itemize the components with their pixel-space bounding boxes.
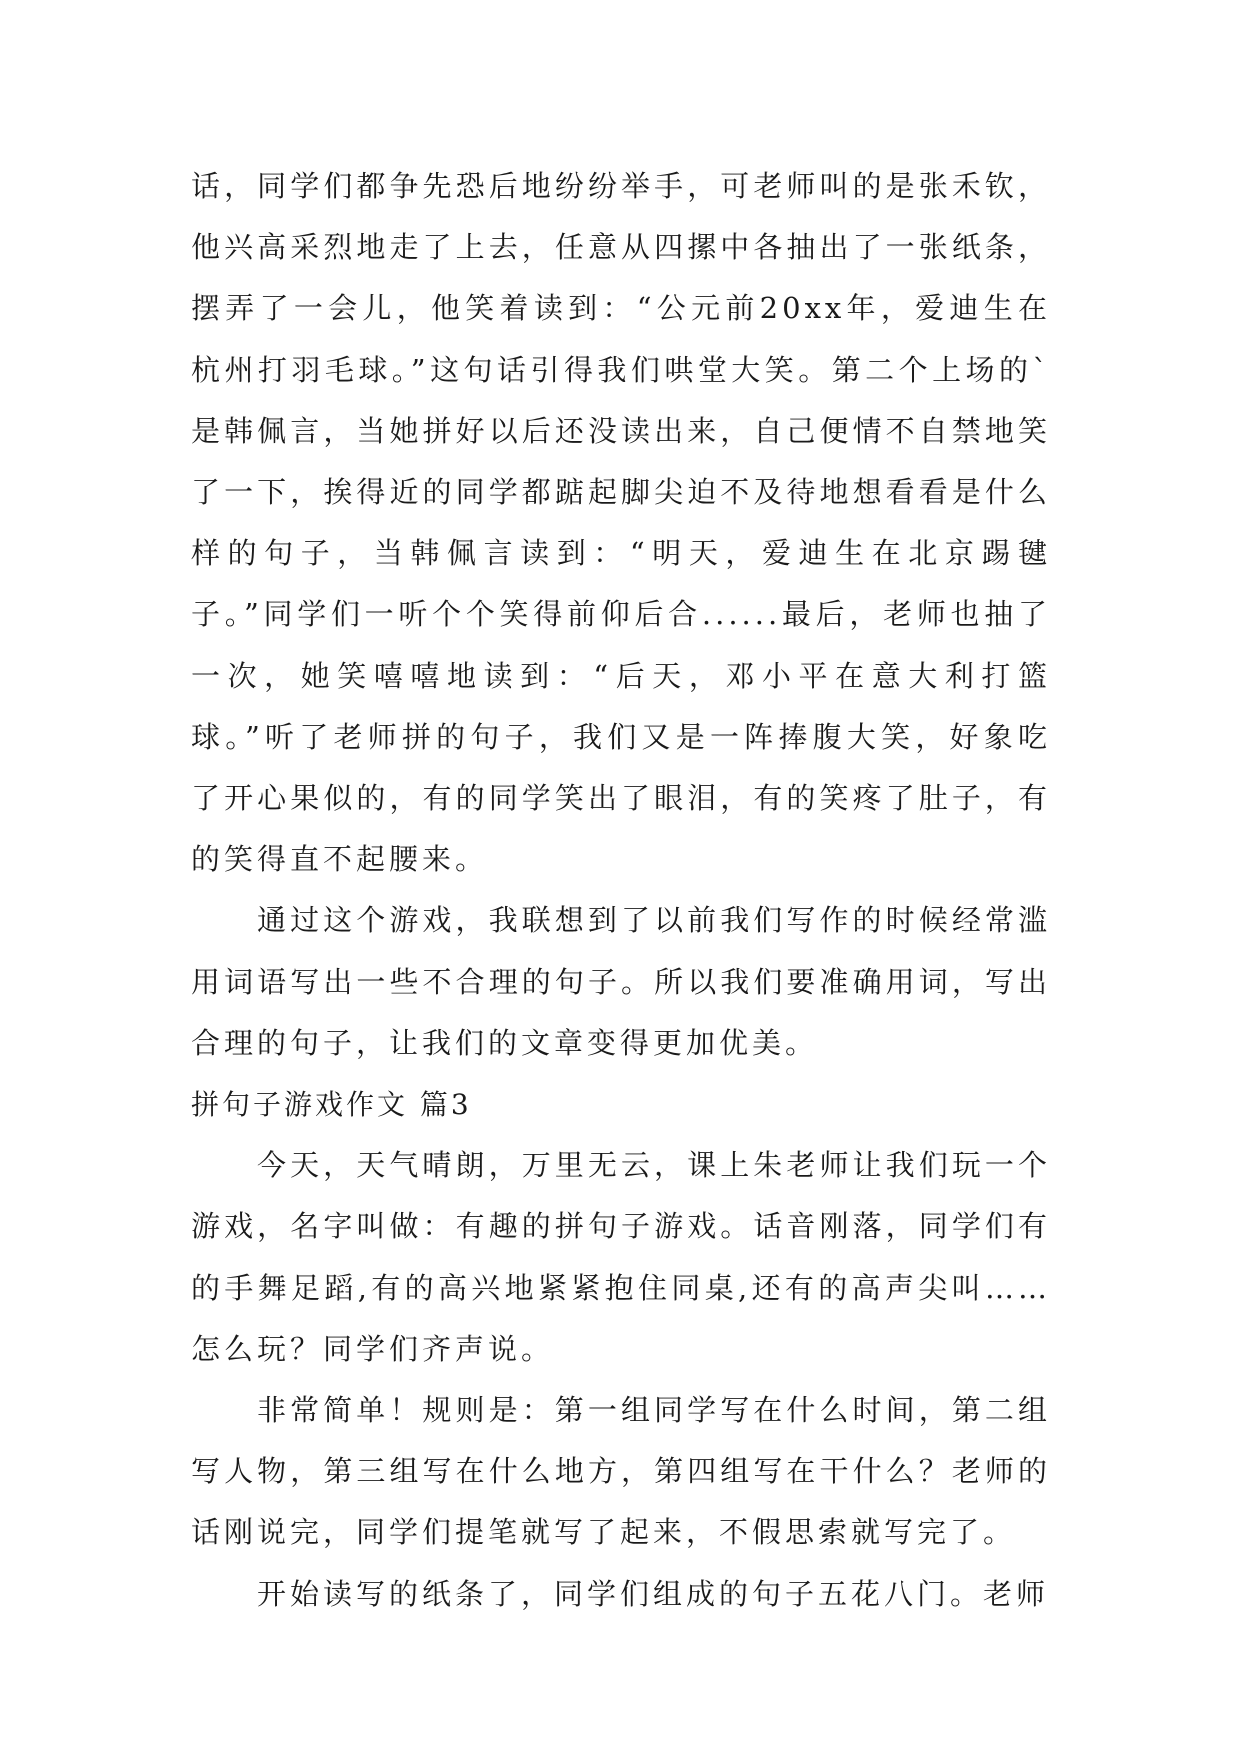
section-heading: 拼句子游戏作文 篇3: [191, 1088, 472, 1122]
paragraph-reflection: 通过这个游戏，我联想到了以前我们写作的时候经常滥用词语写出一些不合理的句子。所以我们要准确用词，写出合理的句子，让我们的文章变得更加优美。: [191, 903, 1051, 1060]
paragraph-intro: 今天，天气晴朗，万里无云，课上朱老师让我们玩一个游戏，名字叫做：有趣的拼句子游戏。话音刚落，同学们有的手舞足蹈,有的高兴地紧紧抱住同桌,还有的高声尖叫……怎么玩？同学们齐声说。: [191, 1148, 1051, 1366]
paragraph-reading: 开始读写的纸条了，同学们组成的句子五花八门。老师: [257, 1576, 1050, 1611]
paragraph-rules: 非常简单！规则是：第一组同学写在什么时间，第二组写人物，第三组写在什么地方，第四组写在干什么？老师的话刚说完，同学们提笔就写了起来，不假思索就写完了。: [191, 1393, 1051, 1550]
paragraph-game-story: 话，同学们都争先恐后地纷纷举手，可老师叫的是张禾钦，他兴高采烈地走了上去，任意从四摞中各抽出了一张纸条，摆弄了一会儿，他笑着读到：“公元前20xx年，爱迪生在杭州打羽毛球。”这句话引得我们哄堂大笑。第二个上场的`是韩佩言，当她拼好以后还没读出来，自己便情不自禁地笑了一下，挨得近的同学都踮起脚尖迫不及待地想看看是什么样的句子，当韩佩言读到：“明天，爱迪生在北京踢毽子。”同学们一听个个笑得前仰后合......最后，老师也抽了一次，她笑嘻嘻地读到：“后天，邓小平在意大利打篮球。”听了老师拼的句子，我们又是一阵捧腹大笑，好象吃了开心果似的，有的同学笑出了眼泪，有的笑疼了肚子，有的笑得直不起腰来。: [191, 169, 1051, 877]
document-body: [191, 156, 1051, 1625]
